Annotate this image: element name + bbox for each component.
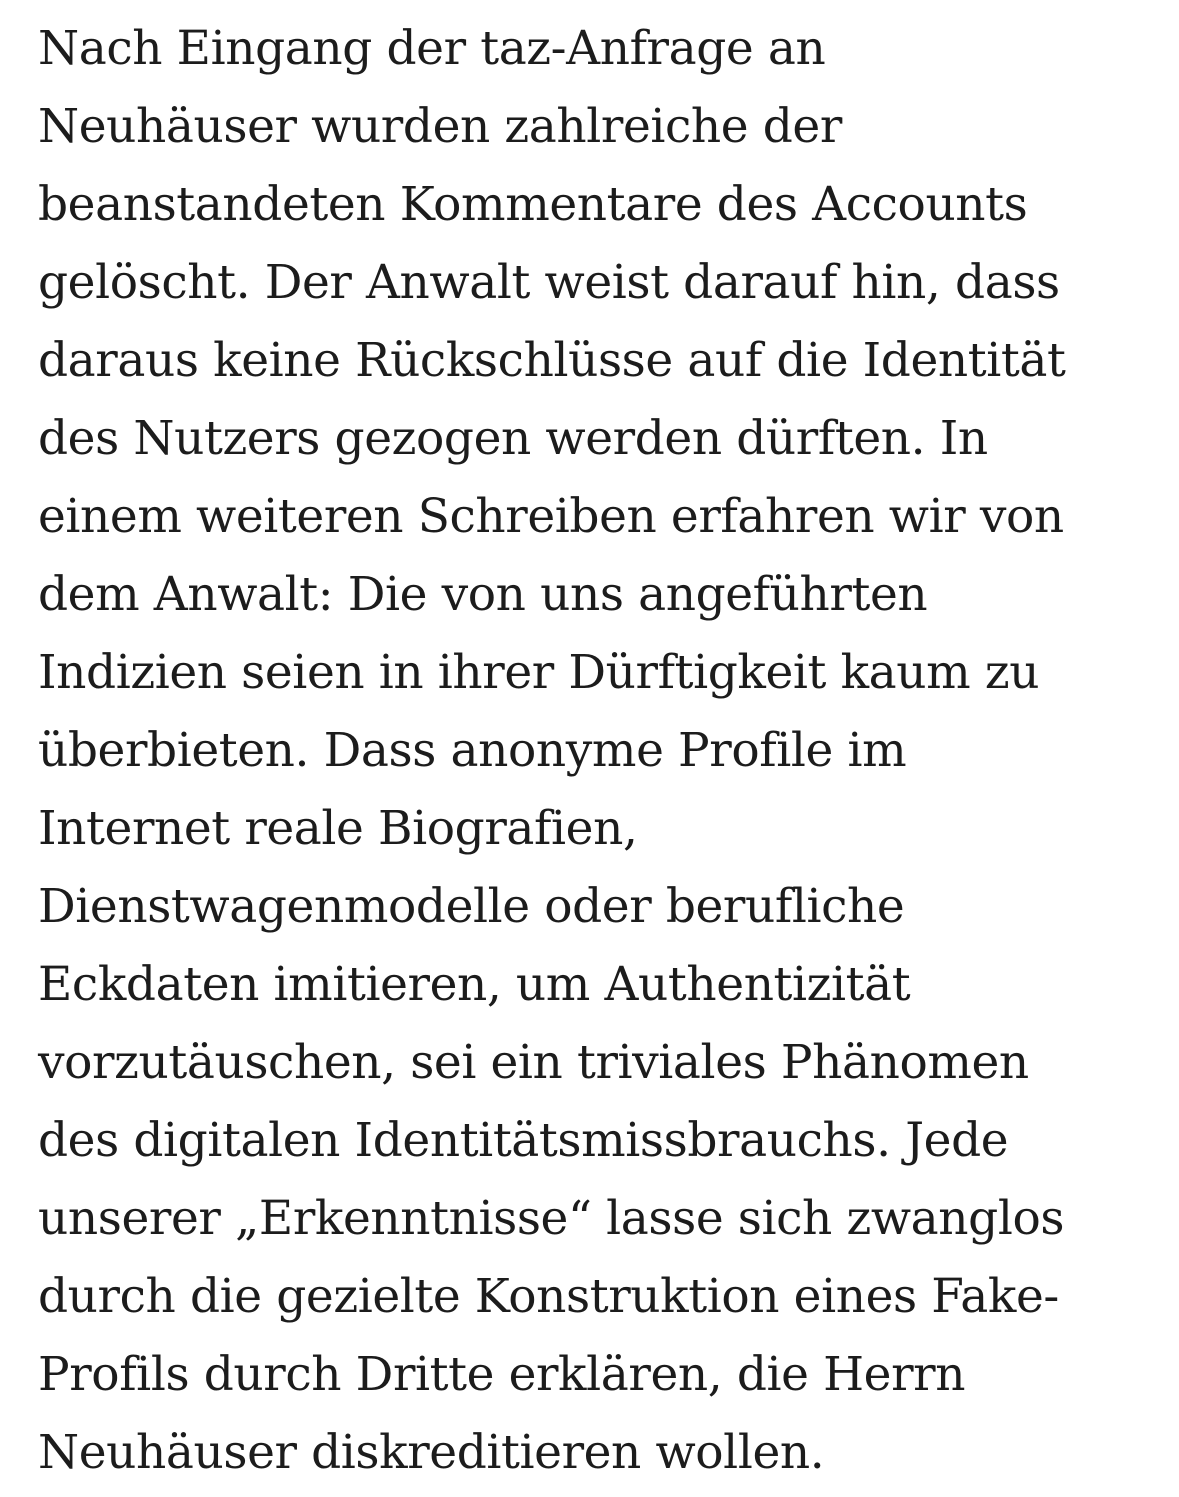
paragraph-line: Neuhäuser wurden zahlreiche der xyxy=(38,99,842,154)
paragraph-line: daraus keine Rückschlüsse auf die Identität xyxy=(38,333,1066,388)
paragraph-line: Indizien seien in ihrer Dürftigkeit kaum zu xyxy=(38,645,1040,700)
paragraph-line: Internet reale Biografien, xyxy=(38,801,638,856)
paragraph-line: des Nutzers gezogen werden dürften. In xyxy=(38,411,988,466)
paragraph-line: gelöscht. Der Anwalt weist darauf hin, dass xyxy=(38,255,1060,310)
paragraph-line: Nach Eingang der taz-Anfrage an xyxy=(38,21,826,76)
paragraph-line: unserer „Erkenntnisse“ lasse sich zwanglos xyxy=(38,1191,1065,1246)
paragraph-line: Profils durch Dritte erklären, die Herrn xyxy=(38,1347,966,1402)
paragraph-line: Neuhäuser diskreditieren wollen. xyxy=(38,1425,825,1480)
paragraph-line: beanstandeten Kommentare des Accounts xyxy=(38,177,1028,232)
paragraph-line: überbieten. Dass anonyme Profile im xyxy=(38,723,907,778)
paragraph-line: des digitalen Identitätsmissbrauchs. Jede xyxy=(38,1113,1009,1168)
paragraph-line: durch die gezielte Konstruktion eines Fake- xyxy=(38,1269,1059,1324)
paragraph-line: einem weiteren Schreiben erfahren wir von xyxy=(38,489,1064,544)
paragraph-line: dem Anwalt: Die von uns angeführten xyxy=(38,567,928,622)
paragraph-line: Eckdaten imitieren, um Authentizität xyxy=(38,957,911,1012)
paragraph-line: vorzutäuschen, sei ein triviales Phänomen xyxy=(38,1035,1029,1090)
paragraph-line: Dienstwagenmodelle oder berufliche xyxy=(38,879,905,934)
article-paragraph xyxy=(38,10,1158,1492)
